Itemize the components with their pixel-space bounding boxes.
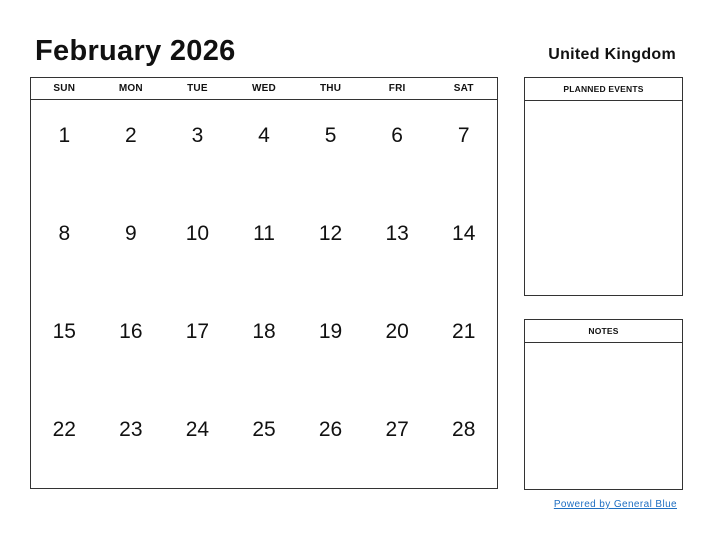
weekday-mon: MON bbox=[118, 83, 143, 94]
day-cell: 24 bbox=[185, 418, 210, 441]
day-cell: 18 bbox=[252, 320, 276, 343]
day-cell: 5 bbox=[324, 124, 337, 147]
powered-by-link[interactable]: Powered by General Blue bbox=[553, 499, 677, 510]
notes-heading: NOTES bbox=[525, 320, 682, 343]
day-cell: 28 bbox=[452, 418, 476, 441]
day-cell: 22 bbox=[52, 418, 76, 441]
day-cell: 20 bbox=[385, 320, 409, 343]
weekday-tue: TUE bbox=[187, 83, 208, 94]
weekday-header-row bbox=[31, 78, 497, 100]
day-cell: 26 bbox=[318, 418, 343, 441]
day-cell: 15 bbox=[52, 320, 76, 343]
day-cell: 17 bbox=[185, 320, 210, 343]
day-cell: 2 bbox=[125, 124, 137, 147]
day-cell: 11 bbox=[253, 222, 275, 245]
planned-events-panel bbox=[524, 77, 683, 296]
day-cell: 12 bbox=[318, 222, 343, 245]
day-cell: 16 bbox=[119, 320, 143, 343]
day-cell: 27 bbox=[385, 418, 409, 441]
day-cell: 14 bbox=[452, 222, 476, 245]
day-cell: 13 bbox=[385, 222, 409, 245]
day-cell: 21 bbox=[452, 320, 476, 343]
day-cell: 10 bbox=[185, 222, 210, 245]
day-cell: 19 bbox=[318, 320, 343, 343]
weekday-wed: WED bbox=[252, 83, 276, 94]
day-cell: 1 bbox=[58, 124, 71, 147]
notes-panel bbox=[524, 319, 683, 490]
day-cell: 6 bbox=[391, 124, 403, 147]
weekday-fri: FRI bbox=[388, 83, 406, 94]
month-calendar-grid bbox=[30, 77, 498, 489]
day-cell: 3 bbox=[191, 124, 204, 147]
day-cell: 8 bbox=[58, 222, 71, 245]
day-cell: 25 bbox=[252, 418, 276, 441]
country-label: United Kingdom bbox=[548, 46, 676, 63]
calendar-title: February 2026 bbox=[35, 35, 236, 67]
day-cell: 4 bbox=[258, 124, 270, 147]
weekday-sun: SUN bbox=[53, 83, 76, 94]
weekday-sat: SAT bbox=[453, 83, 474, 94]
planned-events-heading: PLANNED EVENTS bbox=[525, 78, 682, 101]
day-cell: 23 bbox=[119, 418, 143, 441]
calendar-days bbox=[31, 100, 497, 492]
day-cell: 7 bbox=[457, 124, 470, 147]
weekday-thu: THU bbox=[319, 83, 342, 94]
day-cell: 9 bbox=[125, 222, 137, 245]
